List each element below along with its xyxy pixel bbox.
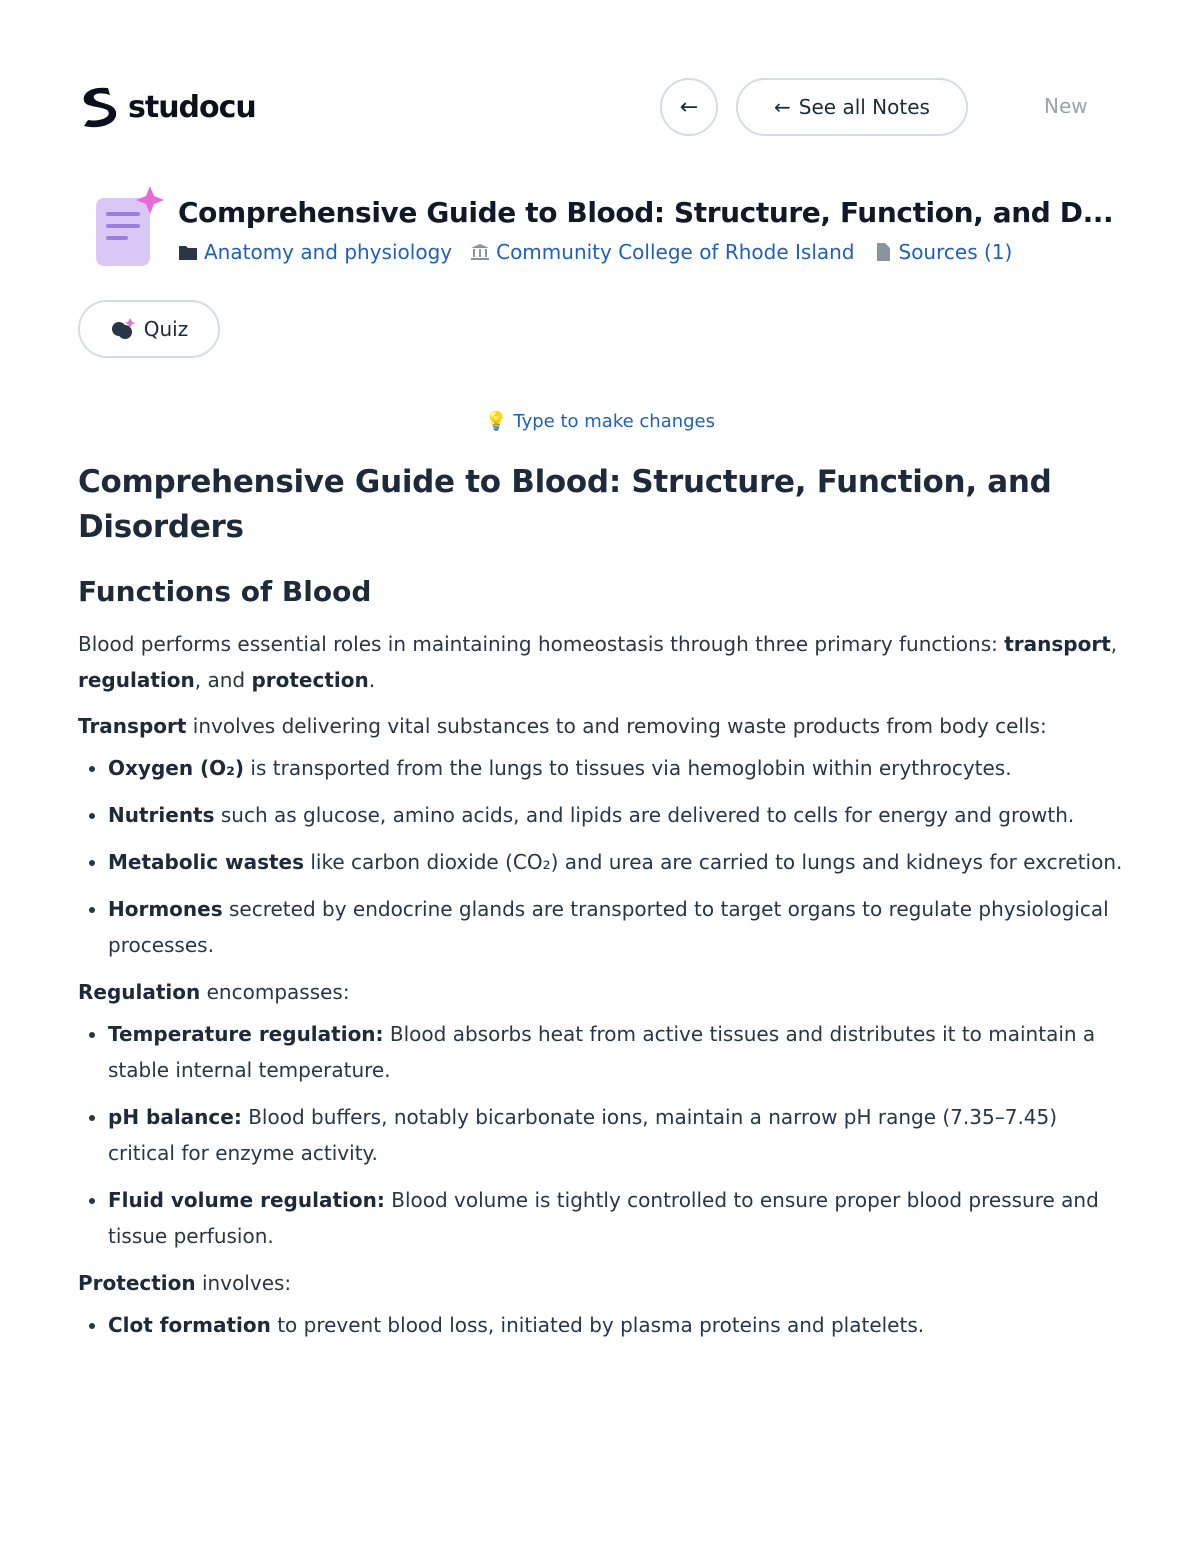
document-title: Comprehensive Guide to Blood: Structure, Function, and D... (178, 196, 1114, 229)
see-all-notes-button[interactable] (736, 78, 968, 136)
list-item: • Metabolic wastes like carbon dioxide (CO₂) and urea are carried to lungs and kidneys for excretion. (108, 844, 1128, 880)
ai-notes-icon (94, 186, 166, 268)
studocu-logo-icon (78, 84, 122, 130)
list-item: • pH balance: Blood buffers, notably bicarbonate ions, maintain a narrow pH range (7.35–7.45) critical for enzyme activity. (108, 1099, 1128, 1171)
see-all-notes-label: See all Notes (798, 95, 930, 119)
arrow-left-icon: ← (774, 95, 791, 119)
regulation-intro: Regulation encompasses: (78, 980, 350, 1004)
sources-link[interactable] (873, 240, 1013, 264)
quiz-label: Quiz (143, 317, 189, 341)
institution-link[interactable] (470, 240, 854, 264)
course-link[interactable] (178, 240, 452, 264)
list-item: • Nutrients such as glucose, amino acids, and lipids are delivered to cells for energy and growth. (108, 797, 1128, 833)
quiz-button[interactable] (78, 300, 220, 358)
studocu-logo[interactable] (78, 84, 256, 130)
lightbulb-icon: 💡 (484, 411, 508, 432)
course-label: Anatomy and physiology (204, 240, 453, 264)
top-bar (78, 78, 1122, 138)
new-button[interactable]: New (1044, 94, 1088, 118)
protection-list (78, 1307, 1128, 1343)
protection-intro: Protection involves: (78, 1271, 292, 1295)
edit-hint (0, 411, 1200, 432)
list-item: • Clot formation to prevent blood loss, initiated by plasma proteins and platelets. (108, 1307, 1128, 1343)
list-item: • Hormones secreted by endocrine glands are transported to target organs to regulate physiological processes. (108, 891, 1128, 963)
section-heading: Functions of Blood (78, 575, 372, 608)
note-heading: Comprehensive Guide to Blood: Structure, Function, and Disorders (78, 464, 1052, 545)
file-icon (873, 243, 893, 261)
back-button[interactable] (660, 78, 718, 136)
folder-icon (178, 243, 198, 261)
institution-label: Community College of Rhode Island (496, 240, 855, 264)
note-content[interactable] (78, 460, 1128, 1354)
list-item: • Fluid volume regulation: Blood volume is tightly controlled to ensure proper blood pressure and tissue perfusion. (108, 1182, 1128, 1254)
transport-intro: Transport involves delivering vital substances to and removing waste products from body cells: (78, 714, 1047, 738)
institution-icon (470, 243, 490, 261)
transport-list (78, 750, 1128, 963)
sources-label: Sources (1) (898, 240, 1013, 264)
intro-paragraph: Blood performs essential roles in maintaining homeostasis through three primary functions: transport, regulation, and protection. (78, 632, 1118, 692)
logo-text: studocu (128, 89, 256, 125)
arrow-left-icon: ← (679, 94, 699, 120)
list-item: • Temperature regulation: Blood absorbs heat from active tissues and distributes it to maintain a stable internal temperature. (108, 1016, 1128, 1088)
document-meta (178, 240, 1012, 264)
quiz-icon (110, 317, 136, 341)
regulation-list (78, 1016, 1128, 1254)
edit-hint-text: Type to make changes (513, 411, 716, 432)
list-item: • Oxygen (O₂) is transported from the lungs to tissues via hemoglobin within erythrocytes. (108, 750, 1128, 786)
